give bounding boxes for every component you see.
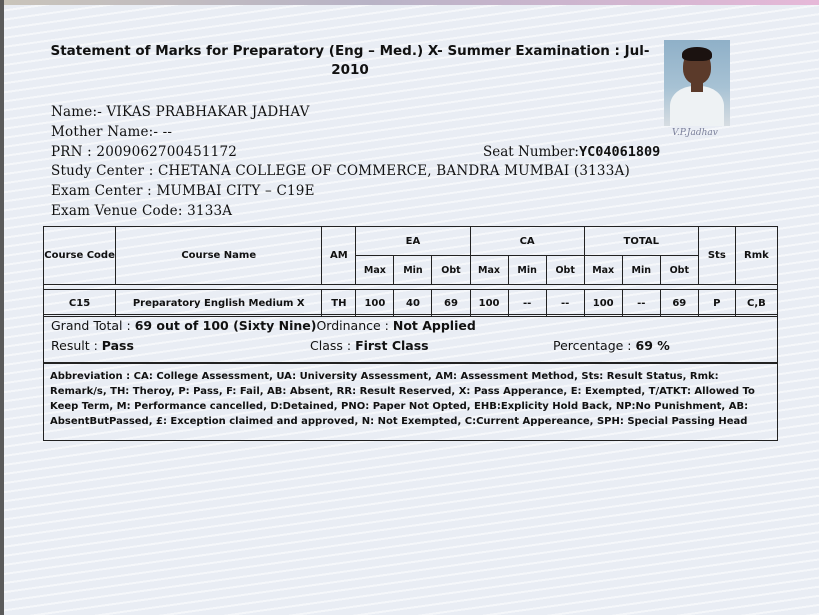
header-ea: EA — [356, 227, 470, 256]
venue-code-line — [51, 203, 232, 219]
result-value: Pass — [101, 338, 134, 353]
remarks: C,B — [735, 290, 777, 317]
result-summary — [43, 314, 778, 364]
photo-hair — [682, 47, 712, 61]
exam-center-label: Exam Center : — [51, 183, 152, 199]
header-ea-max: Max — [356, 256, 394, 285]
seat-number-label: Seat Number: — [483, 144, 579, 160]
abbreviation-legend: Abbreviation : CA: College Assessment, UA: University Assessment, AM: Assessment Method, Sts: Result Status, Rmk: Remark/s, TH: Theroy, P: Pass, F: Fail, AB: Absent, RR: Result Reserved, X: Pass Apperance, E: Exempted, T/ATKT: Allowed To Keep Term, M: Performance cancelled, D:Detained, PNO: Paper Not Opted, EHB:Explicity Hold Back, NP:No Punishment, AB: AbsentButPassed, £: Exception claimed and approved, N: Not Exempted, C:Current Appereance, SPH: Special Passing Head — [43, 362, 778, 441]
course-am: TH — [322, 290, 356, 317]
study-center: CHETANA COLLEGE OF COMMERCE, BANDRA MUMBAI (3133A) — [157, 163, 630, 179]
result-line — [51, 338, 134, 353]
header-ca-min: Min — [508, 256, 546, 285]
percentage-line — [553, 338, 670, 353]
name-label: Name:- — [51, 104, 102, 120]
header-am: AM — [322, 227, 356, 285]
seat-number-line — [483, 144, 660, 160]
header-total-min: Min — [622, 256, 660, 285]
marks-table — [43, 226, 778, 317]
venue-code-label: Exam Venue Code: — [51, 203, 183, 219]
student-photo — [664, 40, 730, 126]
photo-shirt — [670, 86, 724, 126]
class-value: First Class — [355, 338, 429, 353]
total-max: 100 — [584, 290, 622, 317]
ca-obt: -- — [546, 290, 584, 317]
ca-max: 100 — [470, 290, 508, 317]
table-header-row — [44, 227, 778, 256]
mother-name-line — [51, 124, 172, 140]
class-line — [310, 338, 429, 353]
ea-max: 100 — [356, 290, 394, 317]
header-total: TOTAL — [584, 227, 698, 256]
seat-number: YC04061809 — [578, 144, 661, 160]
total-min: -- — [622, 290, 660, 317]
study-center-label: Study Center : — [51, 163, 154, 179]
percentage-value: 69 % — [635, 338, 670, 353]
ordinance-value: Not Applied — [392, 318, 476, 333]
exam-center: MUMBAI CITY – C19E — [156, 183, 315, 199]
ea-min: 40 — [394, 290, 432, 317]
statement-title: Statement of Marks for Preparatory (Eng – Med.) X- Summer Examination : Jul-2010 — [50, 43, 650, 78]
table-row — [44, 290, 778, 317]
header-ca-obt: Obt — [546, 256, 584, 285]
header-total-obt: Obt — [660, 256, 698, 285]
header-ca: CA — [470, 227, 584, 256]
result-status: P — [698, 290, 735, 317]
header-course-name: Course Name — [116, 227, 322, 285]
result-label: Result : — [51, 338, 98, 353]
header-ca-max: Max — [470, 256, 508, 285]
ea-obt: 69 — [432, 290, 470, 317]
total-obt: 69 — [660, 290, 698, 317]
course-name: Preparatory English Medium X — [116, 290, 322, 317]
header-ea-obt: Obt — [432, 256, 470, 285]
prn-value: 2009062700451172 — [96, 144, 238, 160]
ordinance-label: Ordinance : — [316, 318, 389, 333]
mother-name-label: Mother Name:- — [51, 124, 159, 140]
grand-total-value: 69 out of 100 (Sixty Nine) — [134, 318, 317, 333]
header-ea-min: Min — [394, 256, 432, 285]
header-course-code: Course Code — [44, 227, 116, 285]
mother-name: -- — [162, 124, 173, 140]
percentage-label: Percentage : — [553, 338, 632, 353]
header-rmk: Rmk — [735, 227, 777, 285]
grand-total-line — [51, 318, 476, 333]
venue-code: 3133A — [187, 203, 233, 219]
prn-label: PRN : — [51, 144, 92, 160]
exam-center-line — [51, 183, 315, 199]
student-name: VIKAS PRABHAKAR JADHAV — [106, 104, 310, 120]
ca-min: -- — [508, 290, 546, 317]
class-label: Class : — [310, 338, 352, 353]
student-signature: V.P.Jadhav — [672, 128, 718, 138]
grand-total-label: Grand Total : — [51, 318, 131, 333]
name-line — [51, 104, 310, 120]
prn-line — [51, 144, 237, 160]
study-center-line — [51, 163, 630, 179]
header-sts: Sts — [698, 227, 735, 285]
header-total-max: Max — [584, 256, 622, 285]
course-code: C15 — [44, 290, 116, 317]
